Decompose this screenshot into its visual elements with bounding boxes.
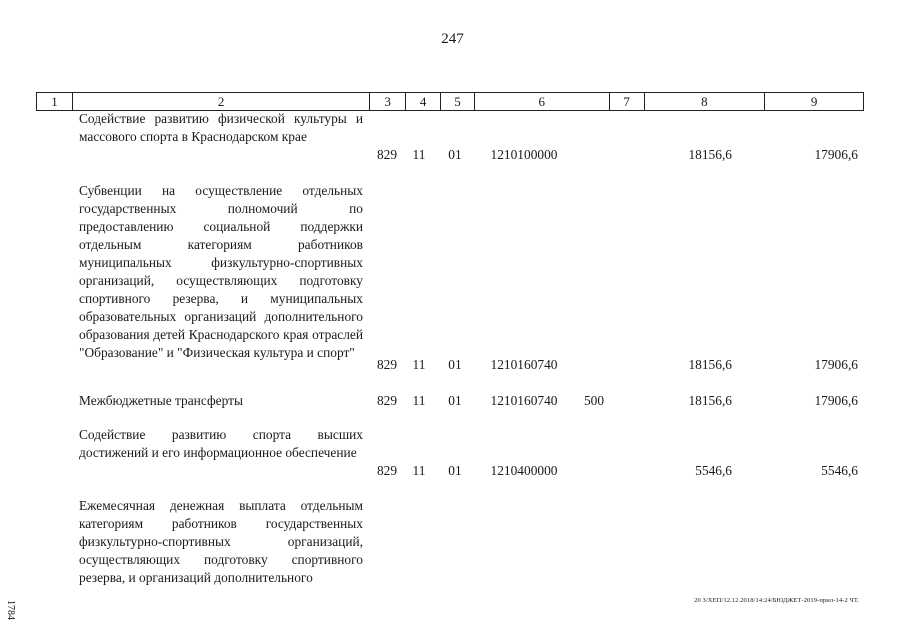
row-1-c6: 1210100000 xyxy=(490,147,558,162)
footer-document-code: 20 З/ХЕП/12.12.2018/14:24/БЮДЖЕТ-2019-прил-14-2 ЧТ. xyxy=(694,597,859,604)
row-4-c8: 5546,6 xyxy=(695,463,732,478)
row-3-c5: 01 xyxy=(448,393,462,408)
row-1-c3: 829 xyxy=(376,147,398,162)
row-2-values xyxy=(0,356,905,374)
header-col-8: 8 xyxy=(645,93,766,110)
row-1-c8: 18156,6 xyxy=(688,147,732,162)
row-4-c9: 5546,6 xyxy=(821,463,858,478)
row-1-description: Содействие развитию физической культуры и массового спорта в Краснодарском крае xyxy=(79,111,363,144)
row-4-c3: 829 xyxy=(376,463,398,478)
row-2-c8: 18156,6 xyxy=(688,357,732,372)
header-col-1: 1 xyxy=(37,93,73,110)
row-3-c6: 1210160740 xyxy=(490,393,558,408)
row-3-values xyxy=(0,392,905,410)
header-col-2: 2 xyxy=(73,93,370,110)
header-col-9: 9 xyxy=(810,94,818,109)
header-col-3: 3 xyxy=(370,93,406,110)
row-3-description: Межбюджетные трансферты xyxy=(79,393,243,408)
row-2-c3: 829 xyxy=(376,357,398,372)
row-1-c9: 17906,6 xyxy=(814,147,858,162)
header-col-6: 6 xyxy=(475,93,610,110)
row-2-c6: 1210160740 xyxy=(490,357,558,372)
row-1-values xyxy=(0,146,905,164)
row-2-c4: 11 xyxy=(412,357,426,372)
header-col-5: 5 xyxy=(441,93,475,110)
row-3-c8: 18156,6 xyxy=(688,393,732,408)
row-3-c7: 500 xyxy=(583,393,605,408)
row-4-c6: 1210400000 xyxy=(490,463,558,478)
row-2-c9: 17906,6 xyxy=(814,357,858,372)
row-4-c4: 11 xyxy=(412,463,426,478)
row-1-c5: 01 xyxy=(448,147,462,162)
row-3-c4: 11 xyxy=(412,393,426,408)
row-4-c5: 01 xyxy=(448,463,462,478)
side-stamp-number: 1784 xyxy=(5,600,16,620)
row-2-description: Субвенции на осуществление отдельных государственных полномочий по предоставлению социальной поддержки отдельным категориям работников муниципальных физкультурно-спортивных организаций, осуществляющих подготовку спортивного резерва, и муниципальных образовательных организаций дополнительного образования детей Краснодарского края отраслей "Образование" и "Физическая культура и спорт" xyxy=(79,183,363,360)
row-3-c9: 17906,6 xyxy=(814,393,858,408)
row-5-description: Ежемесячная денежная выплата отдельным категориям работников государственных физкультурно-спортивных организаций, осуществляющих подготовку спортивного резерва, и организаций дополнительного xyxy=(79,498,363,585)
page-number: 247 xyxy=(441,31,464,47)
row-3-c3: 829 xyxy=(376,393,398,408)
row-1-c4: 11 xyxy=(412,147,426,162)
table-header-row xyxy=(36,92,864,111)
header-col-4: 4 xyxy=(406,93,441,110)
header-col-7: 7 xyxy=(610,93,645,110)
row-2-c5: 01 xyxy=(448,357,462,372)
row-4-values xyxy=(0,462,905,480)
row-4-description: Содействие развитию спорта высших достижений и его информационное обеспечение xyxy=(79,427,363,460)
